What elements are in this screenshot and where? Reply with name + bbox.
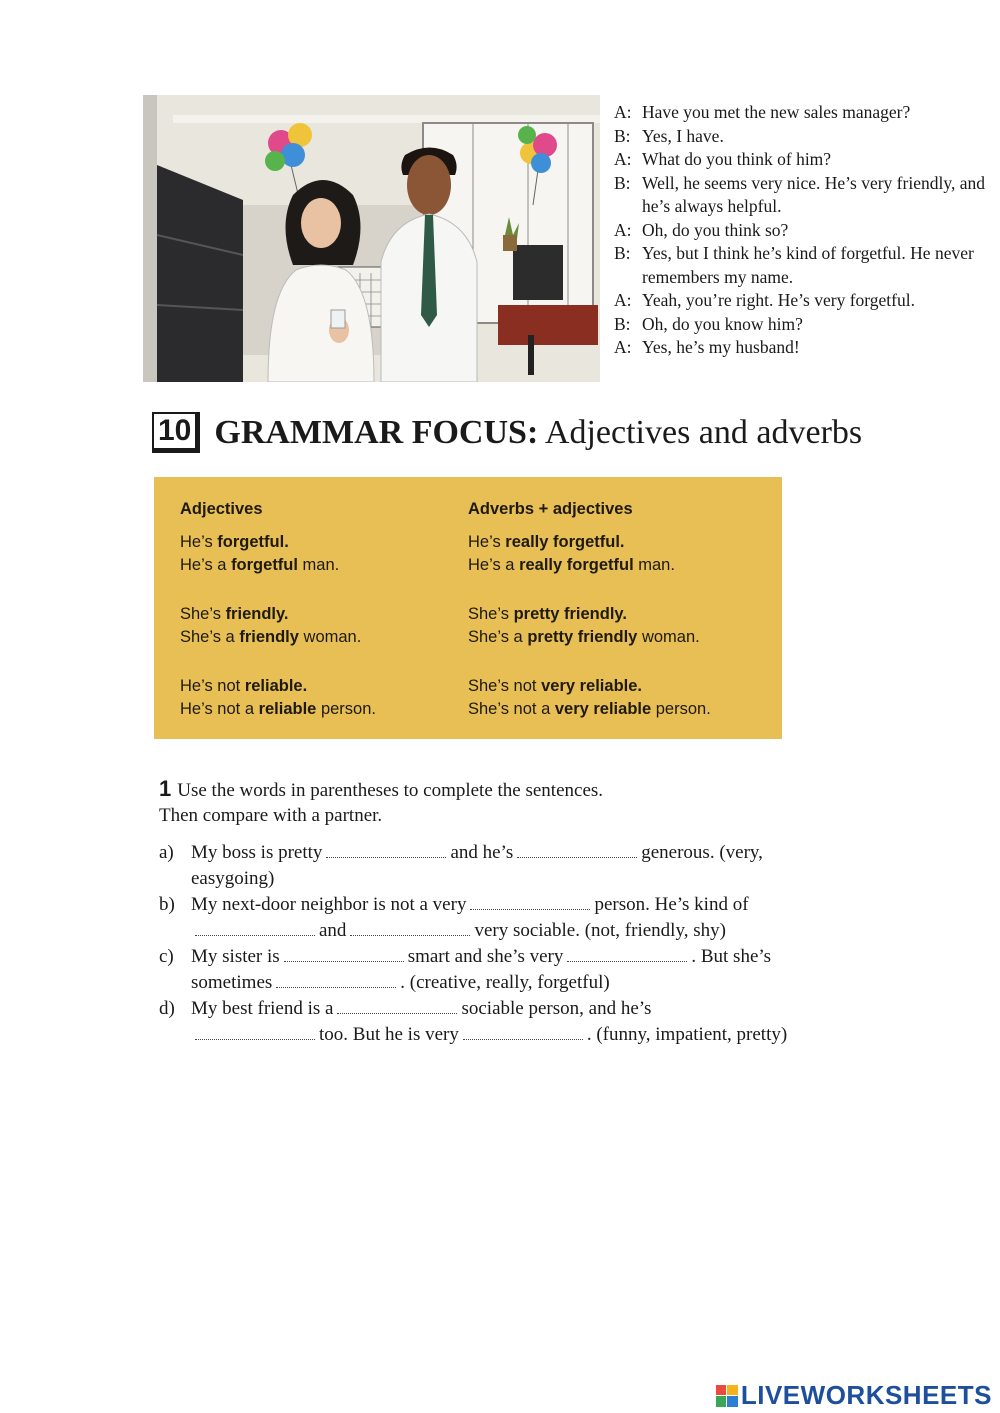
example-bold: really forgetful. [505,533,625,551]
example-bold: forgetful. [217,533,289,551]
section-heading [152,412,862,453]
adjectives-column [180,498,376,747]
example-bold: reliable [258,700,317,718]
answer-blank[interactable] [195,921,315,936]
example-bold: friendly [239,628,299,646]
example-plain: She’s [180,605,226,623]
office-illustration [143,95,600,382]
example-sentence [468,531,711,554]
exercise-item [159,840,919,892]
answer-blank[interactable] [195,1025,315,1040]
example-sentence [468,626,711,649]
dialog [614,101,994,360]
adjectives-examples [180,531,376,721]
example-plain: He’s [180,533,218,551]
example-group [180,603,376,649]
dialog-text: Yes, he’s my husband! [642,337,800,357]
instruction-line-2: Then compare with a partner. [159,805,383,826]
item-label: b) [159,894,175,915]
item-body [191,996,787,1048]
answer-blank[interactable] [517,843,637,858]
example-sentence [180,698,376,721]
answer-blank[interactable] [350,921,470,936]
example-sentence [468,698,711,721]
speaker-label: A: [614,290,632,310]
example-group [180,675,376,721]
speaker-label: B: [614,313,631,334]
example-sentence [468,603,711,626]
dialog-line [614,313,994,337]
example-sentence [180,675,376,698]
dialog-line [614,148,994,172]
section-number: 10 [152,412,200,453]
item-text: person. He’s kind of [594,894,749,915]
example-plain: person. [316,700,376,718]
dialog-text: Oh, do you think so? [642,219,789,240]
speaker-label: A: [614,102,632,122]
answer-blank[interactable] [284,947,404,962]
example-bold: pretty friendly [527,628,638,646]
example-sentence [180,626,376,649]
section-title-bold: GRAMMAR FOCUS: [214,413,539,451]
example-plain: He’s not [180,677,245,695]
example-sentence [180,554,376,577]
speaker-label: A: [614,337,632,357]
example-plain: She’s a [468,628,528,646]
exercise [159,776,919,1048]
speaker-label: A: [614,149,632,169]
item-body [191,840,763,892]
example-plain: She’s [468,605,514,623]
item-body [191,892,749,944]
item-text: sociable person, and he’s [461,998,652,1019]
example-plain: man. [633,556,675,574]
example-bold: forgetful [231,556,298,574]
example-plain: He’s [468,533,506,551]
item-text: very sociable. (not, friendly, shy) [474,920,726,941]
example-plain: woman. [298,628,362,646]
item-text: My next-door neighbor is not a very [191,894,467,915]
speaker-label: B: [614,243,631,263]
item-text: . (creative, really, forgetful) [400,972,610,993]
example-group [468,531,711,577]
dialog-line [614,172,994,219]
answer-blank[interactable] [567,947,687,962]
dialog-line [614,289,994,313]
item-text: generous. (very, [641,842,763,863]
dialog-text: What do you think of him? [642,149,832,169]
item-body [191,944,771,996]
item-label: a) [159,842,174,863]
item-text: sometimes [191,972,273,993]
item-text: easygoing) [191,868,275,889]
item-label: d) [159,998,175,1019]
example-plain: man. [297,556,340,574]
example-bold: really forgetful [519,556,634,574]
item-text: My sister is [191,946,280,967]
answer-blank[interactable] [326,843,446,858]
adjectives-header: Adjectives [180,500,263,518]
example-plain: She’s not [468,677,542,695]
dialog-line [614,125,994,149]
exercise-instruction [159,776,919,828]
example-bold: friendly. [225,605,289,623]
exercise-items [159,840,919,1048]
dialog-line [614,219,994,243]
answer-blank[interactable] [470,895,590,910]
brand-name: LIVEWORKSHEETS [740,1380,992,1410]
speaker-label: B: [614,125,631,146]
example-plain: person. [651,700,711,718]
answer-blank[interactable] [276,973,396,988]
item-text: and he’s [450,842,514,863]
example-sentence [180,531,376,554]
exercise-item [159,996,919,1048]
example-group [468,675,711,721]
speaker-label: A: [614,219,632,240]
dialog-text: Yes, but I think he’s kind of forgetful. He never remembers my name. [642,243,974,287]
dialog-line [614,336,994,360]
dialog-text: Well, he seems very nice. He’s very friendly, and he’s always helpful. [642,172,985,216]
item-label: c) [159,946,174,967]
example-bold: pretty friendly. [513,605,627,623]
section-title-rest: Adjectives and adverbs [544,413,863,451]
example-plain: woman. [637,628,700,646]
answer-blank[interactable] [463,1025,583,1040]
item-text: . (funny, impatient, pretty) [586,1024,788,1045]
item-text: My boss is pretty [191,842,323,863]
liveworksheets-logo-icon [716,1385,738,1407]
instruction-line-1: Use the words in parentheses to complete the sentences. [177,780,604,801]
example-sentence [468,675,711,698]
footer-brand [716,1380,992,1411]
example-bold: very reliable [554,700,652,718]
example-plain: She’s a [180,628,240,646]
section-title [214,414,862,452]
example-plain: He’s not a [180,700,259,718]
dialog-text: Have you met the new sales manager? [642,102,911,122]
adverbs-header: Adverbs + adjectives [468,500,633,518]
example-sentence [468,554,711,577]
example-bold: reliable. [244,677,308,695]
item-text: . But she’s [691,946,772,967]
dialog-line [614,101,994,125]
adverbs-examples [468,531,711,721]
item-text: smart and she’s very [407,946,564,967]
item-text: and [319,920,347,941]
exercise-item [159,892,919,944]
dialog-text: Yes, I have. [642,125,724,146]
speaker-label: B: [614,172,631,193]
exercise-item [159,944,919,996]
example-group [468,603,711,649]
adverbs-column [468,498,711,747]
item-text: My best friend is a [191,998,334,1019]
example-sentence [180,603,376,626]
example-plain: She’s not a [468,700,555,718]
dialog-text: Yeah, you’re right. He’s very forgetful. [642,290,915,310]
example-group [180,531,376,577]
grammar-box [154,477,782,739]
example-plain: He’s a [468,556,520,574]
item-text: too. But he is very [319,1024,459,1045]
dialog-line [614,242,994,289]
exercise-number: 1 [159,776,172,801]
example-plain: He’s a [180,556,232,574]
example-bold: very reliable. [541,677,642,695]
answer-blank[interactable] [337,999,457,1014]
dialog-text: Oh, do you know him? [642,313,803,334]
